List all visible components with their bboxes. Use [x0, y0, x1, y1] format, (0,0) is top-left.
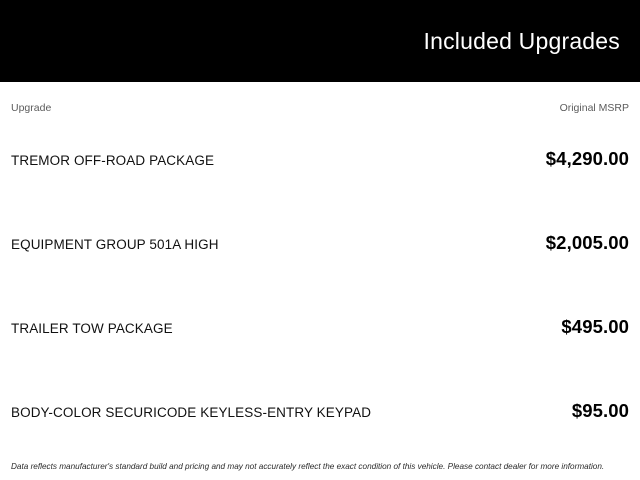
- upgrade-price: $2,005.00: [545, 232, 629, 253]
- table-row: [11, 118, 629, 202]
- page-title: Included Upgrades: [423, 27, 620, 54]
- upgrade-name: TRAILER TOW PACKAGE: [11, 321, 173, 336]
- page-header: [0, 0, 640, 82]
- column-header-upgrade: Upgrade: [11, 102, 52, 114]
- upgrade-price: $95.00: [571, 400, 629, 421]
- upgrade-price: $495.00: [561, 316, 629, 337]
- upgrades-list: [11, 118, 629, 454]
- table-row: [11, 286, 629, 370]
- page-content: [0, 82, 640, 480]
- table-header-row: [11, 82, 629, 118]
- disclaimer-text: Data reflects manufacturer's standard build and pricing and may not accurately reflect the exact condition of this vehicle. Please contact dealer for more information.: [11, 462, 605, 471]
- column-header-msrp: Original MSRP: [559, 102, 629, 114]
- upgrade-name: BODY-COLOR SECURICODE KEYLESS-ENTRY KEYPAD: [11, 405, 372, 420]
- upgrade-name: EQUIPMENT GROUP 501A HIGH: [11, 237, 219, 252]
- table-row: [11, 202, 629, 286]
- table-row: [11, 370, 629, 454]
- upgrade-price: $4,290.00: [545, 148, 629, 169]
- upgrade-name: TREMOR OFF-ROAD PACKAGE: [11, 153, 215, 168]
